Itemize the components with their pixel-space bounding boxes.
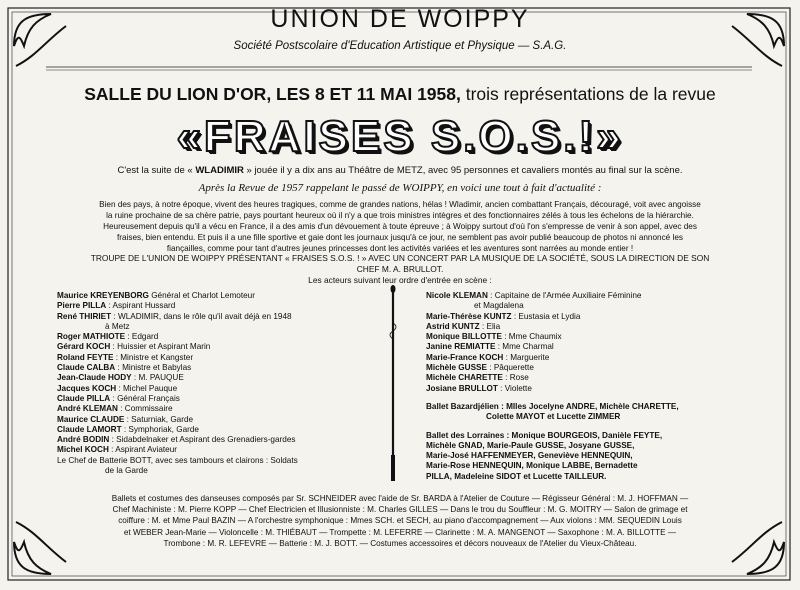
list-item: Claude LAMORT : Symphoriak, Garde	[57, 424, 199, 434]
ballet-line: Colette MAYOT et Lucette ZIMMER	[486, 412, 621, 422]
event-headline-bold: SALLE DU LION D'OR, LES 8 ET 11 MAI 1958,	[84, 84, 461, 104]
list-item: Marie-France KOCH : Marguerite	[426, 352, 550, 362]
list-item: Michèle GUSSE : Pâquerette	[426, 363, 534, 373]
list-item: Gérard KOCH : Huissier et Aspirant Marin	[57, 342, 211, 352]
intro-line: Heureusement depuis qu'il a vécu en France, il a des amis d'un dévouement à toute épreuve ; à Woippy surtout d'où l'on s'empresse de venir à son appel, avec des	[103, 222, 697, 231]
list-item: Jean-Claude HODY : M. PAUQUE	[57, 373, 184, 383]
ballet-line: Michèle GNAD, Marie-Paule GUSSE, Josyane GUSSE,	[426, 440, 635, 450]
list-item: Roland FEYTE : Ministre et Kangster	[57, 352, 194, 362]
baton-icon	[381, 283, 405, 488]
ballet-line: Ballet des Lorraines : Monique BOURGEOIS, Danièle FEYTE,	[426, 430, 663, 440]
list-item: Le Chef de Batterie BOTT, avec ses tambours et clairons : Soldats	[57, 455, 298, 465]
suite-text-a: C'est la suite de «	[117, 165, 196, 176]
list-item: Maurice CLAUDE : Saturniak, Garde	[57, 414, 194, 424]
suite-line	[0, 165, 800, 176]
event-headline-rest: trois représentations de la revue	[460, 84, 716, 104]
intro-line: fiançailles, comme pour tant d'autres jeunes princesses dont les activités variées et les aventures sont narrées au monde entier !	[166, 244, 634, 253]
page-subtitle: Société Postscolaire d'Education Artistique et Physique — S.A.G.	[233, 40, 567, 52]
ballet-line: Marie-Rose HENNEQUIN, Monique LABBE, Bernadette	[426, 461, 638, 471]
list-item: à Metz	[105, 321, 130, 331]
revue-title: «FRAISES S.O.S.!»	[176, 112, 624, 161]
apres-line: Après la Revue de 1957 rappelant le passé de WOIPPY, en voici une tout à fait d'actualité :	[198, 182, 602, 194]
right-cast-list	[426, 291, 761, 482]
credits-line: Chef Machiniste : M. Pierre KOPP — Chef Electricien et Illusionniste : M. Charles GILLES — Dans le trou du Souffleur : M. G. MOITRY — Salon de grimage et	[112, 505, 688, 515]
actors-heading: Les acteurs suivant leur ordre d'entrée en scène :	[308, 275, 492, 285]
ballet-line: Marie-José HAFFENMEYER, Geneviève HENNEQUIN,	[426, 451, 633, 461]
list-item: et Magdalena	[474, 301, 524, 311]
intro-line: Bien des pays, à notre époque, vivent des heures tragiques, comme de grandes nations, hélas ! Wladimir, ancien combattant Français, découragé, voit avec angoisse	[99, 200, 701, 209]
intro-line: la ruine prochaine de sa chère patrie, pays pourtant heureux où il n'y a que trois ministres intègres et des fonctionnaires zélés à tous les échelons de la hiérarchie.	[106, 211, 694, 220]
list-item: Michèle CHARETTE : Rose	[426, 373, 529, 383]
list-item: André KLEMAN : Commissaire	[57, 404, 173, 414]
list-item: Marie-Thérèse KUNTZ : Eustasia et Lydia	[426, 311, 581, 321]
page-title: UNION DE WOIPPY	[270, 5, 530, 33]
list-item: Pierre PILLA : Aspirant Hussard	[57, 301, 176, 311]
credits-paragraph	[20, 493, 780, 549]
event-headline	[0, 84, 800, 105]
list-item: Astrid KUNTZ : Elia	[426, 321, 501, 331]
list-item: Maurice KREYENBORG Général et Charlot Lemoteur	[57, 291, 255, 300]
list-item: Claude PILLA : Général Français	[57, 393, 180, 403]
list-item: André BODIN : Sidabdelnaker et Aspirant des Grenadiers-gardes	[57, 435, 296, 445]
suite-text-c: » jouée il y a dix ans au Théâtre de METZ, avec 95 personnes et cavaliers montés au final sur la scène.	[243, 165, 683, 176]
list-item: Jacques KOCH : Michel Pauque	[57, 383, 178, 393]
credits-line: Trombone : M. R. LEFEVRE — Batterie : M. J. BOTT. — Costumes accessoires et décors nouveaux de l'Atelier du Vieux-Château.	[163, 538, 637, 548]
list-item: Monique BILLOTTE : Mme Chaumix	[426, 332, 562, 342]
intro-line: fraises, bien entendu. Et puis il a une fille sportive et gaie dont les journaux jusqu'à ce jour, ne semblent pas avoir publié beaucoup de photos ni annoncé les	[117, 233, 683, 242]
ballet-line: PILLA, Madeleine SIDOT et Lucette TAILLEUR.	[426, 471, 607, 481]
intro-paragraph	[40, 199, 760, 254]
ballet-line: Ballet Bazardjélien : Mlles Jocelyne ANDRE, Michèle CHARETTE,	[426, 401, 679, 411]
credits-line: Ballets et costumes des danseuses composés par Sr. SCHNEIDER avec l'aide de Sr. BARDA à l'Atelier de Couture — Régisseur Général : M. J. HOFFMAN —	[111, 494, 689, 503]
list-item: René THIRIET : WLADIMIR, dans le rôle qu'il avait déjà en 1948	[57, 311, 292, 321]
troupe-line: CHEF M. A. BRULLOT.	[356, 264, 444, 274]
list-item: Nicole KLEMAN : Capitaine de l'Armée Auxiliaire Féminine	[426, 291, 642, 300]
left-cast-list	[57, 291, 375, 476]
suite-text-b: WLADIMIR	[195, 165, 244, 176]
credits-line: coiffure : M. et Mme Paul BAZIN — A l'orchestre symphonique : Mmes SCH. et SECH, au piano d'accompagnement — Aux violons : MM. SEQUEDIN Louis	[118, 516, 682, 526]
list-item: Claude CALBA : Ministre et Babylas	[57, 363, 192, 373]
credits-line: et WEBER Jean-Marie — Violoncelle : M. THIÉBAUT — Trompette : M. LEFERRE — Clarinette : M. A. MANGENOT — Saxophone : M. A. BILLOTTE —	[123, 527, 677, 537]
list-item: Janine REMIATTE : Mme Charmal	[426, 342, 554, 352]
list-item: Josiane BRULLOT : Violette	[426, 383, 532, 393]
list-item: Michel KOCH : Aspirant Aviateur	[57, 445, 177, 455]
list-item: de la Garde	[105, 466, 148, 476]
troupe-line: TROUPE DE L'UNION DE WOIPPY PRÉSENTANT « FRAISES S.O.S. ! » AVEC UN CONCERT PAR LA MUSIQUE DE LA SOCIÉTÉ, SOUS LA DIRECTION DE SON	[90, 253, 710, 263]
list-item: Roger MATHIOTE : Edgard	[57, 332, 159, 342]
troupe-paragraph	[20, 253, 780, 275]
